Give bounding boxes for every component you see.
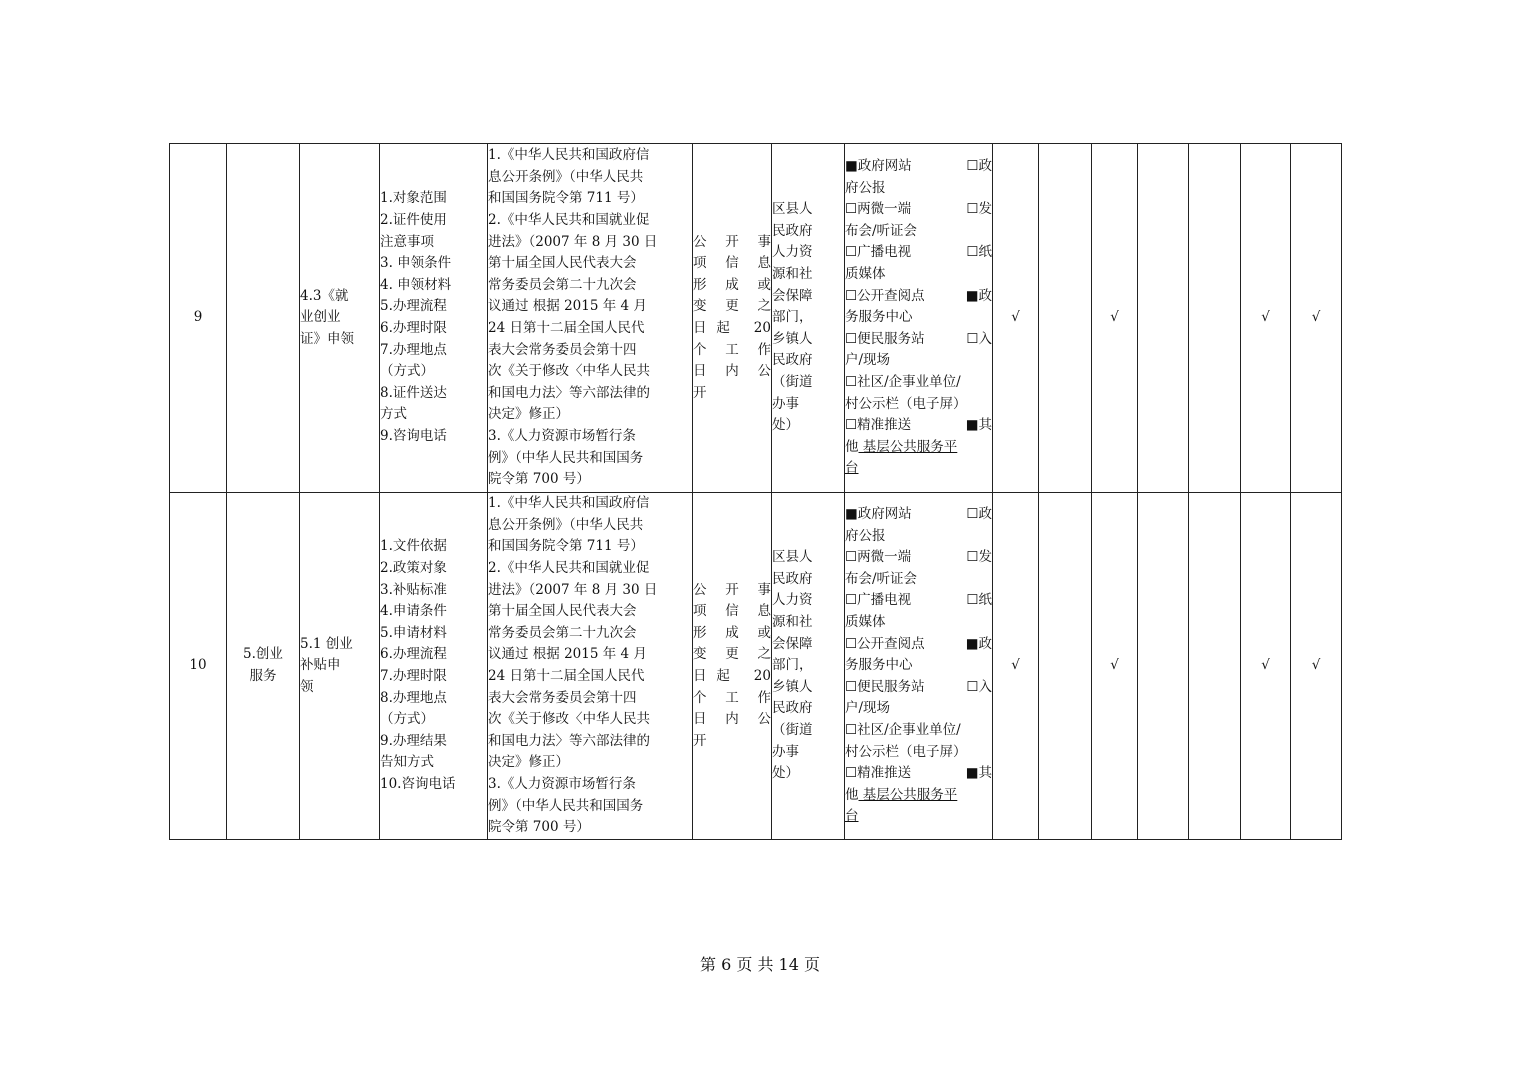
channel-label: ☐入 <box>966 330 992 347</box>
channel-label: ☐发 <box>966 201 992 218</box>
time-limit-cell-line: 公开事 <box>693 233 771 250</box>
time-limit-cell-line: 开 <box>693 732 707 749</box>
check-mark-cell <box>1039 493 1092 840</box>
seq-cell: 9 <box>170 144 227 493</box>
channel-label: ■政 <box>965 635 992 652</box>
time-limit-cell-line: 日起 20 <box>693 320 771 336</box>
subject-cell <box>772 144 845 493</box>
content-cell-line: 8.办理地点 <box>380 689 447 706</box>
category-cell-line: 5.创业 <box>243 646 283 663</box>
channel-label: ■其 <box>965 417 992 434</box>
content-cell <box>380 493 488 840</box>
channel-label: ☐便民服务站 <box>845 330 925 347</box>
channel-label: ☐广播电视 <box>845 592 912 609</box>
content-cell-line: 5.申请材料 <box>380 624 447 641</box>
content-cell-line: 1.文件依据 <box>380 538 447 555</box>
content-cell-line: 9.咨询电话 <box>380 427 447 444</box>
check-mark-cell: √ <box>1092 493 1138 840</box>
subject-cell-line: 民政府 <box>772 570 813 587</box>
channel-option[interactable] <box>845 590 992 633</box>
basis-cell-line: 和国国务院令第 711 号） <box>488 190 644 207</box>
basis-cell-line: 次《关于修改〈中华人民共 <box>488 711 650 728</box>
time-limit-cell-line: 个工作 <box>693 689 771 706</box>
basis-cell-line: 第十届全国人民代表大会 <box>488 255 637 272</box>
check-mark-cell: √ <box>1291 144 1342 493</box>
channel-option[interactable] <box>845 763 992 828</box>
item-cell-line: 业创业 <box>300 309 341 326</box>
channel-label: ☐社区/企事业单位/ <box>845 721 961 738</box>
category-cell-line: 服务 <box>249 668 277 684</box>
subject-cell <box>772 493 845 840</box>
item-cell <box>300 493 380 840</box>
disclosure-table <box>169 143 1342 840</box>
time-limit-cell-line: 日起 20 <box>693 668 771 684</box>
basis-cell-line: 2.《中华人民共和国就业促 <box>488 560 650 577</box>
basis-cell-line: 进法》（2007 年 8 月 30 日 <box>488 581 658 598</box>
channel-option[interactable] <box>845 547 992 590</box>
time-limit-cell-line: 公开事 <box>693 581 771 598</box>
basis-cell-line: 和国电力法〉等六部法律的 <box>488 732 650 749</box>
subject-cell-line: 源和社 <box>772 266 813 283</box>
channels-cell <box>845 144 993 493</box>
basis-cell-line: 1.《中华人民共和国政府信 <box>488 495 650 512</box>
channel-label: 布会/听证会 <box>845 570 918 587</box>
basis-cell-line: 院令第 700 号） <box>488 819 590 836</box>
subject-cell-line: 会保障 <box>772 635 813 652</box>
basis-cell-line: 表大会常务委员会第十四 <box>488 341 637 358</box>
content-cell-line: 6.办理时限 <box>380 320 447 336</box>
channel-label: 户/现场 <box>845 700 891 717</box>
other-channel-text: 基层公共服务平 <box>858 786 958 803</box>
subject-cell-line: 民政府 <box>772 222 813 239</box>
subject-cell-line: 部门， <box>772 309 813 326</box>
content-cell-line: 2.政策对象 <box>380 560 447 577</box>
channel-option[interactable] <box>845 286 992 329</box>
channel-label: ■政府网站 <box>845 158 912 175</box>
check-mark-cell <box>1189 144 1241 493</box>
item-cell-line: 4.3《就 <box>300 287 349 304</box>
basis-cell-line: 进法》（2007 年 8 月 30 日 <box>488 233 658 250</box>
channel-option[interactable] <box>845 156 992 199</box>
basis-cell-line: 表大会常务委员会第十四 <box>488 689 637 706</box>
channel-label: ☐政 <box>966 506 992 523</box>
check-mark-cell: √ <box>1241 493 1291 840</box>
basis-cell-line: 息公开条例》（中华人民共 <box>488 168 644 185</box>
category-cell <box>227 493 300 840</box>
time-limit-cell-line: 日内公 <box>693 711 771 728</box>
basis-cell-line: 议通过 根据 2015 年 4 月 <box>488 646 647 663</box>
content-cell-line: 方式 <box>380 406 407 423</box>
content-cell-line: 注意事项 <box>380 233 434 250</box>
channel-label: ☐公开查阅点 <box>845 635 925 652</box>
content-cell-line: 4. 申领材料 <box>380 276 452 293</box>
category-cell <box>227 144 300 493</box>
basis-cell-line: 常务委员会第二十九次会 <box>488 276 637 293</box>
content-cell-line: 告知方式 <box>380 754 434 771</box>
subject-cell-line: （街道 <box>772 373 813 390</box>
channel-label: ☐两微一端 <box>845 201 912 218</box>
subject-cell-line: 办事 <box>772 743 799 760</box>
channel-label: 府公报 <box>845 527 886 544</box>
content-cell-line: 1.对象范围 <box>380 190 447 207</box>
channel-label: 村公示栏（电子屏） <box>845 743 967 760</box>
channel-label: ☐便民服务站 <box>845 678 925 695</box>
item-cell <box>300 144 380 493</box>
channel-label: ■政 <box>965 287 992 304</box>
channel-label: 务服务中心 <box>845 309 913 326</box>
basis-cell-line: 例》（中华人民共和国国务 <box>488 797 644 814</box>
subject-cell-line: 办事 <box>772 395 799 412</box>
table-row <box>170 144 1342 493</box>
basis-cell-line: 第十届全国人民代表大会 <box>488 603 637 620</box>
basis-cell-line: 和国国务院令第 711 号） <box>488 538 644 555</box>
subject-cell-line: 区县人 <box>772 549 813 566</box>
time-limit-cell-line: 开 <box>693 384 707 401</box>
channel-label: ■政府网站 <box>845 506 912 523</box>
basis-cell-line: 院令第 700 号） <box>488 471 590 488</box>
basis-cell <box>488 144 693 493</box>
channel-label: 村公示栏（电子屏） <box>845 395 967 412</box>
time-limit-cell-line: 项信息 <box>693 255 771 272</box>
subject-cell-line: （街道 <box>772 721 813 738</box>
table-row <box>170 493 1342 840</box>
check-mark-cell <box>1039 144 1092 493</box>
page-footer: 第 6 页 共 14 页 <box>700 955 820 974</box>
channel-label: ☐广播电视 <box>845 244 912 261</box>
channel-label: ☐公开查阅点 <box>845 287 925 304</box>
check-mark-cell: √ <box>1291 493 1342 840</box>
channel-label: ☐精准推送 <box>845 417 912 434</box>
subject-cell-line: 民政府 <box>772 700 813 717</box>
channel-option[interactable] <box>845 199 992 242</box>
content-cell-line: 7.办理时限 <box>380 668 447 684</box>
channel-label: ☐社区/企事业单位/ <box>845 373 961 390</box>
time-limit-cell <box>693 144 772 493</box>
basis-cell-line: 议通过 根据 2015 年 4 月 <box>488 298 647 315</box>
time-limit-cell-line: 形成或 <box>693 624 771 641</box>
basis-cell-line: 3.《人力资源市场暂行条 <box>488 775 636 792</box>
content-cell-line: 10.咨询电话 <box>380 775 456 792</box>
item-cell-line: 证》申领 <box>300 330 354 347</box>
other-channel-text: 台 <box>845 808 859 825</box>
content-cell-line: 5.办理流程 <box>380 298 447 315</box>
basis-cell-line: 24 日第十二届全国人民代 <box>488 668 645 684</box>
basis-cell-line: 例》（中华人民共和国国务 <box>488 449 644 466</box>
basis-cell-line: 息公开条例》（中华人民共 <box>488 516 644 533</box>
channel-option[interactable] <box>845 677 992 720</box>
subject-cell-line: 区县人 <box>772 201 813 218</box>
content-cell-line: 4.申请条件 <box>380 603 447 620</box>
content-cell <box>380 144 488 493</box>
subject-cell-line: 部门， <box>772 657 813 674</box>
check-mark-cell: √ <box>1241 144 1291 493</box>
subject-cell-line: 人力资 <box>772 592 813 609</box>
channel-option[interactable] <box>845 504 992 547</box>
subject-cell-line: 源和社 <box>772 614 813 631</box>
time-limit-cell <box>693 493 772 840</box>
subject-cell-line: 处） <box>772 765 799 782</box>
channel-option[interactable] <box>845 372 992 415</box>
basis-cell-line: 决定》修正） <box>488 406 569 423</box>
basis-cell <box>488 493 693 840</box>
channel-option[interactable] <box>845 720 992 763</box>
content-cell-line: 8.证件送达 <box>380 384 447 401</box>
other-channel-text: 台 <box>845 460 859 477</box>
channels-cell <box>845 493 993 840</box>
item-cell-line: 领 <box>300 678 314 695</box>
basis-cell-line: 常务委员会第二十九次会 <box>488 624 637 641</box>
subject-cell-line: 乡镇人 <box>772 678 813 695</box>
content-cell-line: （方式） <box>380 363 434 380</box>
content-cell-line: 3.补贴标准 <box>380 581 447 598</box>
time-limit-cell-line: 个工作 <box>693 341 771 358</box>
channel-label: 务服务中心 <box>845 657 913 674</box>
check-mark-cell: √ <box>993 493 1039 840</box>
seq-cell: 10 <box>170 493 227 840</box>
basis-cell-line: 2.《中华人民共和国就业促 <box>488 212 650 229</box>
content-cell-line: 7.办理地点 <box>380 341 447 358</box>
other-channel-text: 基层公共服务平 <box>858 438 958 455</box>
content-cell-line: 9.办理结果 <box>380 732 447 749</box>
time-limit-cell-line: 形成或 <box>693 276 771 293</box>
channel-label: ☐政 <box>966 158 992 175</box>
channel-label: ☐精准推送 <box>845 765 912 782</box>
channel-label: ■其 <box>965 765 992 782</box>
check-mark-cell: √ <box>1092 144 1138 493</box>
basis-cell-line: 决定》修正） <box>488 754 569 771</box>
channel-label: 他 <box>845 786 859 803</box>
basis-cell-line: 次《关于修改〈中华人民共 <box>488 363 650 380</box>
basis-cell-line: 和国电力法〉等六部法律的 <box>488 384 650 401</box>
item-cell-line: 补贴申 <box>300 657 341 674</box>
time-limit-cell-line: 日内公 <box>693 363 771 380</box>
channel-label: ☐纸 <box>966 244 992 261</box>
channel-option[interactable] <box>845 242 992 285</box>
content-cell-line: 2.证件使用 <box>380 212 447 229</box>
channel-label: 质媒体 <box>845 266 886 283</box>
time-limit-cell-line: 变更之 <box>693 298 771 315</box>
check-mark-cell <box>1138 144 1189 493</box>
item-cell-line: 5.1 创业 <box>300 635 353 652</box>
time-limit-cell-line: 项信息 <box>693 603 771 620</box>
check-mark-cell <box>1138 493 1189 840</box>
channel-label: ☐入 <box>966 678 992 695</box>
channel-label: ☐发 <box>966 549 992 566</box>
channel-label: 布会/听证会 <box>845 222 918 239</box>
channel-label: ☐两微一端 <box>845 549 912 566</box>
subject-cell-line: 乡镇人 <box>772 330 813 347</box>
content-cell-line: （方式） <box>380 711 434 728</box>
time-limit-cell-line: 变更之 <box>693 646 771 663</box>
channel-label: 他 <box>845 438 859 455</box>
channel-label: 户/现场 <box>845 352 891 369</box>
basis-cell-line: 1.《中华人民共和国政府信 <box>488 147 650 164</box>
basis-cell-line: 24 日第十二届全国人民代 <box>488 320 645 336</box>
check-mark-cell: √ <box>993 144 1039 493</box>
channel-option[interactable] <box>845 415 992 480</box>
check-mark-cell <box>1189 493 1241 840</box>
channel-label: 府公报 <box>845 179 886 196</box>
channel-label: ☐纸 <box>966 592 992 609</box>
content-cell-line: 3. 申领条件 <box>380 255 452 272</box>
channel-option[interactable] <box>845 329 992 372</box>
subject-cell-line: 处） <box>772 417 799 434</box>
content-cell-line: 6.办理流程 <box>380 646 447 663</box>
channel-option[interactable] <box>845 634 992 677</box>
channel-label: 质媒体 <box>845 614 886 631</box>
subject-cell-line: 人力资 <box>772 244 813 261</box>
basis-cell-line: 3.《人力资源市场暂行条 <box>488 427 636 444</box>
subject-cell-line: 会保障 <box>772 287 813 304</box>
subject-cell-line: 民政府 <box>772 352 813 369</box>
